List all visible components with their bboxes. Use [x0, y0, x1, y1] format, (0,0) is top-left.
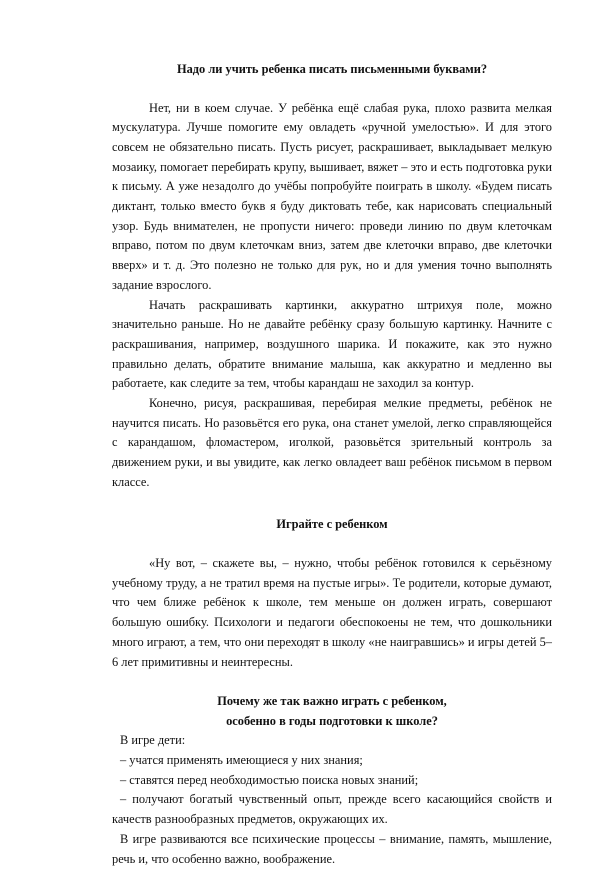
list-item-2: – ставятся перед необходимостью поиска новых знаний; [120, 772, 419, 787]
section-title-why-line-1: Почему же так важно играть с ребенком, [217, 694, 447, 709]
paragraph-1: Нет, ни в коем случае. У ребёнка ещё слабая рука, плохо развита мелкая мускулатура. Лучше помогите ему овладеть «ручной умелостью». И для этого совсем не обязательно писать. Пусть рисует, раскрашивает, выкладывает мелкую мозаику, помогает перебирать крупу, вышивает, вяжет – это и есть подготовка руки к письму. А уже незадолго до учёбы попробуйте поиграть в школу. «Будем писать диктант, только вместо букв я буду диктовать тебе, как нарисовать специальный узор. Будь внимателен, не пропусти ничего: проведи линию по двум клеточкам вправо, потом по двум клеточкам вниз, затем две клеточки вправо, две клеточки вверх» и т. д. Это полезно не только для рук, но и для умения точно выполнять задание взрослого. [112, 100, 552, 292]
list-item-1: – учатся применять имеющиеся у них знания; [120, 752, 363, 767]
section-title-why-line-2: особенно в годы подготовки к школе? [226, 713, 438, 728]
paragraph-2: Начать раскрашивать картинки, аккуратно штрихуя поле, можно значительно раньше. Но не давайте ребёнку сразу большую картинку. Начните с раскрашивания, например, воздушного шарика. И покажите, как это нужно правильно делать, обратите внимание малыша, как аккуратно и медленно вы работаете, как следите за тем, чтобы карандаш не заходил за контур. [112, 297, 552, 391]
paragraph-3: Конечно, рисуя, раскрашивая, перебирая мелкие предметы, ребёнок не научится писать. Но разовьётся его рука, она станет умелой, легко справляющейся с карандашом, фломастером, иголкой, разовьётся зрительный контроль за движением руки, и вы увидите, как легко овладеет ваш ребёнок письмом в первом классе. [112, 396, 552, 489]
document-body [112, 60, 552, 869]
list-intro: В игре дети: [120, 733, 186, 748]
closing-paragraph: В игре развиваются все психические процессы – внимание, память, мышление, речь и, что особенно важно, воображение. [112, 831, 552, 866]
paragraph-play: «Ну вот, – скажете вы, – нужно, чтобы ребёнок готовился к серьёзному учебному труду, а не тратил время на пустые игры». Те родители, которые думают, что чем ближе ребёнок к школе, тем меньше он должен играть, совершают большую ошибку. Психологи и педагоги обеспокоены не тем, что дошкольники много играют, а тем, что они переходят в школу «не наигравшись» и игры детей 5–6 лет примитивны и неинтересны. [112, 556, 552, 669]
document-title: Надо ли учить ребенка писать письменными буквами? [176, 62, 488, 76]
list-item-3: – получают богатый чувственный опыт, прежде всего касающийся свойств и качеств разнообразных предметов, окружающих их. [112, 792, 552, 827]
section-title-play: Играйте с ребенком [276, 516, 388, 531]
